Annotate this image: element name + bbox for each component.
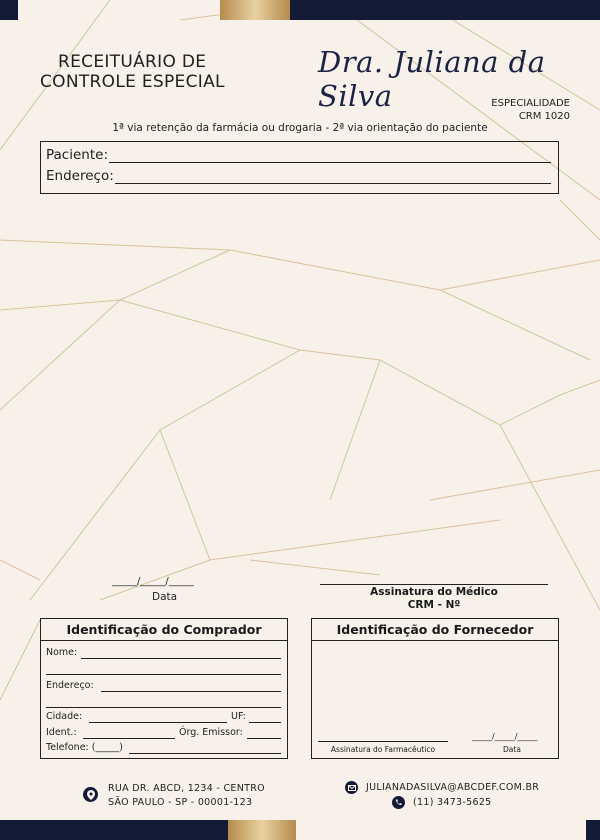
buyer-ident-label: Ident.: — [46, 727, 77, 738]
buyer-issuer-line[interactable] — [247, 738, 281, 739]
location-pin-icon — [83, 787, 98, 802]
buyer-ident-line[interactable] — [83, 738, 175, 739]
footer-phone[interactable]: (11) 3473-5625 — [413, 797, 492, 808]
buyer-name-line-2[interactable] — [46, 674, 281, 675]
buyer-box — [40, 618, 288, 759]
supplier-date-placeholder[interactable]: _____/_____/_____ — [472, 732, 538, 741]
specialty-label: ESPECIALIDADE — [491, 98, 570, 109]
email-icon — [345, 781, 358, 794]
footer-address-line2: SÃO PAULO - SP - 00001-123 — [108, 797, 253, 808]
buyer-phone-line[interactable] — [129, 753, 281, 754]
phone-icon — [392, 796, 405, 809]
footer-address-line1: RUA DR. ABCD, 1234 - CENTRO — [108, 783, 265, 794]
bottom-bar-right — [586, 820, 600, 840]
top-bar-right — [290, 0, 600, 20]
top-gold-accent — [220, 0, 290, 20]
patient-name-line[interactable] — [109, 162, 551, 163]
form-title-line2: CONTROLE ESPECIAL — [40, 72, 225, 92]
doctor-name: Dra. Juliana da Silva — [318, 45, 546, 113]
doctor-signature-caption — [320, 586, 548, 612]
crm-label: CRM 1020 — [518, 111, 570, 122]
supplier-title: Identificação do Fornecedor — [336, 622, 534, 637]
doctor-crm-label: CRM - Nº — [407, 599, 461, 611]
form-title — [40, 52, 225, 92]
doctor-signature-label: Assinatura do Médico — [370, 586, 498, 598]
buyer-name-label: Nome: — [46, 647, 78, 658]
buyer-address-line[interactable] — [101, 691, 281, 692]
patient-box — [40, 141, 559, 194]
date-placeholder[interactable]: _____/_____/_____ — [112, 576, 194, 587]
top-bar-left — [0, 0, 18, 20]
buyer-city-label: Cidade: — [46, 711, 83, 722]
buyer-city-line[interactable] — [89, 722, 227, 723]
buyer-address-line-2[interactable] — [46, 707, 281, 708]
buyer-issuer-label: Órg. Emissor: — [179, 727, 243, 738]
via-note: 1ª via retenção da farmácia ou drogaria - 2ª via orientação do paciente — [112, 122, 488, 134]
date-label: Data — [152, 591, 178, 603]
buyer-uf-label: UF: — [231, 711, 246, 722]
bottom-gold-accent — [228, 820, 296, 840]
buyer-address-label: Endereço: — [46, 680, 94, 691]
form-title-line1: RECEITUÁRIO DE — [58, 52, 207, 72]
buyer-uf-line[interactable] — [249, 722, 281, 723]
patient-address-line[interactable] — [115, 183, 551, 184]
pharmacist-signature-label: Assinatura do Farmacêutico — [330, 745, 436, 754]
supplier-title-divider — [312, 640, 558, 641]
footer-address — [108, 782, 265, 810]
patient-address-label: Endereço: — [46, 168, 114, 184]
specialty-block — [491, 97, 570, 123]
buyer-title-divider — [41, 640, 287, 641]
buyer-phone-label: Telefone: (_____) — [46, 742, 123, 753]
buyer-title: Identificação do Comprador — [66, 622, 262, 637]
patient-name-label: Paciente: — [46, 147, 108, 163]
bottom-bar-left — [0, 820, 228, 840]
doctor-signature-line[interactable] — [320, 584, 548, 585]
supplier-box — [311, 618, 559, 759]
pharmacist-signature-line[interactable] — [318, 741, 448, 742]
footer-email[interactable]: JULIANADASILVA@ABCDEF.COM.BR — [366, 782, 540, 793]
supplier-date-label: Data — [503, 745, 521, 754]
buyer-name-line[interactable] — [81, 658, 281, 659]
